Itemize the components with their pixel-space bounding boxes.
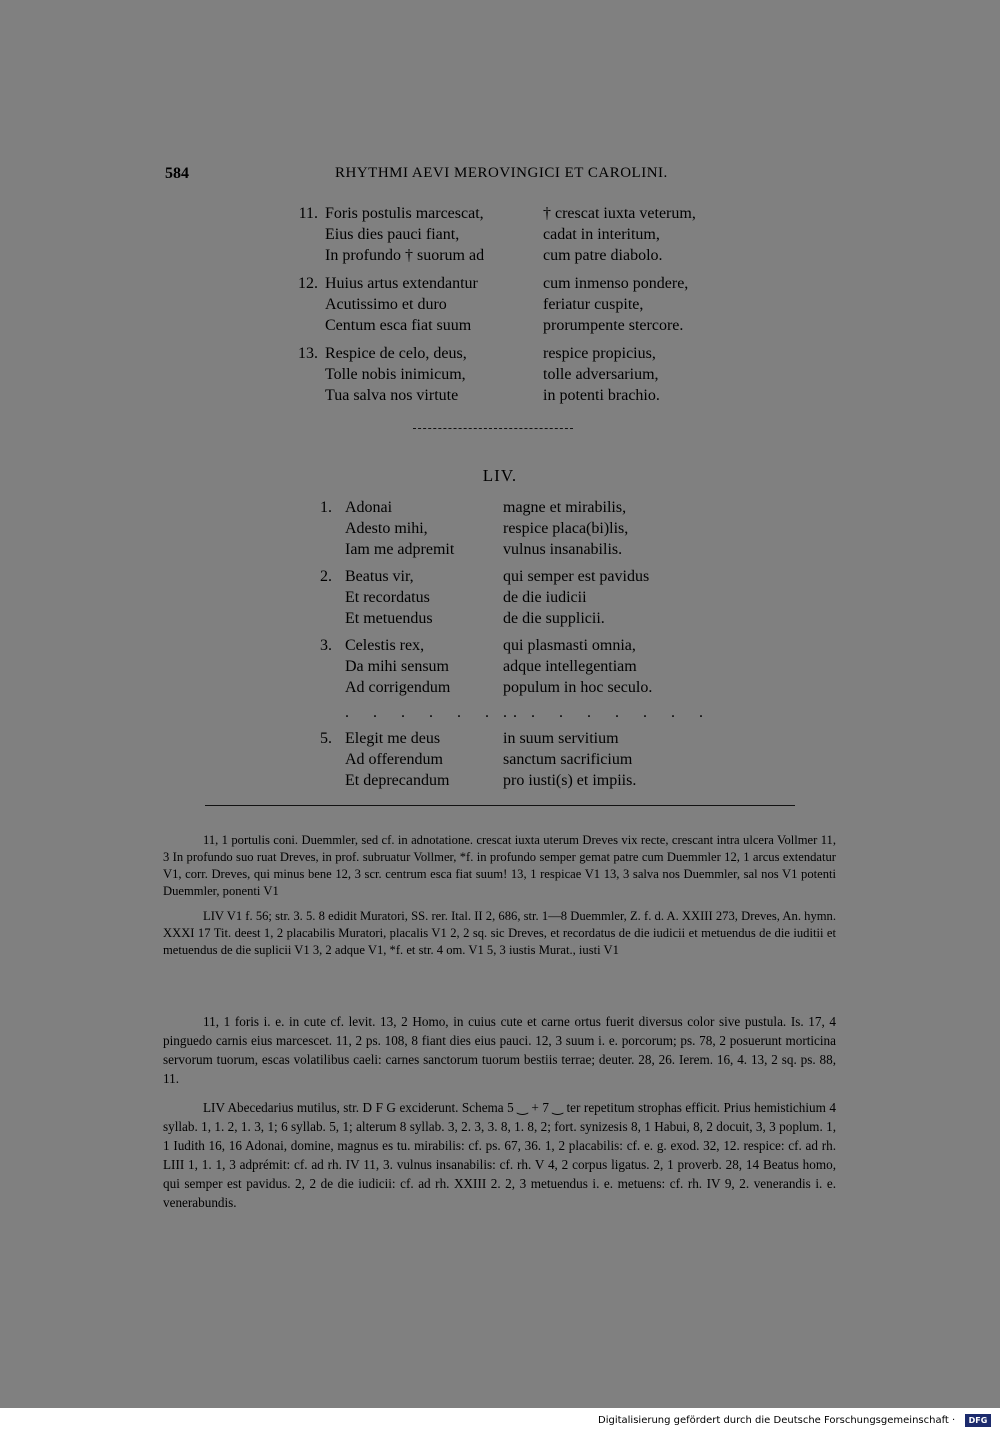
omission-dots-b: . . . . . . . . xyxy=(503,704,713,721)
verse-a: Huius artus extendantur xyxy=(325,275,478,292)
verse-a: Ad corrigendum xyxy=(345,679,451,696)
verse-b: tolle adversarium, xyxy=(543,366,659,383)
verse-b: qui plasmasti omnia, xyxy=(503,637,636,654)
verse-b: de die iudicii xyxy=(503,589,587,606)
verse-a: Adesto mihi, xyxy=(345,520,428,537)
verse-b: magne et mirabilis, xyxy=(503,499,627,516)
verse-a: Et metuendus xyxy=(345,610,433,627)
apparatus-note-1: 11, 1 portulis coni. Duemmler, sed cf. in adnotatione. crescat iuxta uterum Dreves vix recte, crescant intra ulcera Vollmer 11, 3 In profundo suo ruat Dreves, in prof. subruatur Vollmer, *f. in profundo semper gemat patre cum Duemmler 12, 1 arcus extendatur V1, corr. Dreves, qui minus bene 12, 3 scr. centrum esca fiat suum! 13, 1 respicae V1 13, 3 salva nos Duemmler, sal nos V1 potenti Duemmler, ponenti V1 xyxy=(163,833,836,898)
verse-b: populum in hoc seculo. xyxy=(503,679,653,696)
verse-b: feriatur cuspite, xyxy=(543,296,644,313)
stanza-number: 5. xyxy=(320,730,332,747)
verse-a: Et recordatus xyxy=(345,589,430,606)
funding-notice: Digitalisierung gefördert durch die Deutsche Forschungsgemeinschaft · xyxy=(598,1415,956,1426)
verse-b: in suum servitium xyxy=(503,730,619,747)
omission-dots-a: . . . . . . . xyxy=(345,704,527,721)
commentary-note-2: LIV Abecedarius mutilus, str. D F G exciderunt. Schema 5 ‿ + 7 ‿ ter repetitum strophas efficit. Prius hemistichium 4 syllab. 1, 1. 2, 1. 3, 1; 6 syllab. 5, 1; alterum 8 syllab. 3, 2. 3, 3. 8, 1. 8, 2; fort. synizesis 8, 1 Habui, 8, 2 docuit, 3, 3 poplum. 1, 1 Iudith 16, 16 Adonai, domine, magnus es tu. mirabilis: cf. ps. 67, 36. 1, 2 placabilis: cf. e. g. exod. 32, 12. respice: cf. ad rh. LIII 1, 1. 1, 3 adprémit: cf. ad rh. IV 11, 3. vulnus insanabilis: cf. rh. V 4, 2 corpus ligatus. 2, 1 proverb. 28, 14 Beatus homo, qui semper est pavidus. 2, 2 de die iudicii: cf. ad rh. XXIII 2. 2, 3 metuendus i. e. metuens: cf. rh. IV 9, 2. venerandis i. e. venerabundis. xyxy=(163,1100,836,1210)
verse-b: adque intellegentiam xyxy=(503,658,637,675)
verse-a: Beatus vir, xyxy=(345,568,414,585)
verse-b: in potenti brachio. xyxy=(543,387,660,404)
verse-b: qui semper est pavidus xyxy=(503,568,650,585)
verse-a: Respice de celo, deus, xyxy=(325,345,467,362)
dfg-logo-icon: DFG xyxy=(965,1414,991,1427)
verse-b: de die supplicii. xyxy=(503,610,605,627)
verse-b: prorumpente stercore. xyxy=(543,317,684,334)
stanza-number: 2. xyxy=(320,568,332,585)
page-header xyxy=(165,165,805,189)
stanza-number: 11. xyxy=(298,205,318,222)
verse-a: Acutissimo et duro xyxy=(325,296,447,313)
stanza-number: 12. xyxy=(298,275,318,292)
verse-b: † crescat iuxta veterum, xyxy=(543,205,696,222)
verse-a: Elegit me deus xyxy=(345,730,441,747)
verse-a: Da mihi sensum xyxy=(345,658,449,675)
verse-a: Iam me adpremit xyxy=(345,541,455,558)
verse-b: cadat in interitum, xyxy=(543,226,660,243)
verse-b: cum patre diabolo. xyxy=(543,247,663,264)
stanza-number: 3. xyxy=(320,637,332,654)
running-title: RHYTHMI AEVI MEROVINGICI ET CAROLINI. xyxy=(335,165,668,181)
apparatus-note-2: LIV V1 f. 56; str. 3. 5. 8 edidit Muratori, SS. rer. Ital. II 2, 686, str. 1—8 Duemmler, Z. f. d. A. XXIII 273, Dreves, An. hymn. XXXI 17 Tit. deest 1, 2 placabilis Muratori, placalis V1 2, 2 sq. sic Dreves, et recordatus de die iudicii et metuendus de die iuditii et metuendus de die suplicii V1 3, 2 adque V1, *f. et str. 4 om. V1 5, 3 iustis Murat., iusti V1 xyxy=(163,909,836,957)
verse-a: Centum esca fiat suum xyxy=(325,317,472,334)
commentary-note-1: 11, 1 foris i. e. in cute cf. levit. 13, 2 Homo, in cuius cute et carne ortus fuerit diversus color sive pustula. Is. 17, 4 pinguedo carnis eius marcescet. 11, 2 ps. 108, 8 fiant dies eius pauci. 12, 3 suum i. e. porcorum; ps. 78, 2 posuerunt morticina servorum tuorum, escas volatilibus caeli: carnes sanctorum tuorum bestiis terrae; deuter. 28, 26. Ierem. 16, 4. 13, 2 sq. ps. 88, 11. xyxy=(163,1014,836,1086)
section-divider xyxy=(413,428,573,429)
verse-a: Ad offerendum xyxy=(345,751,443,768)
stanza-number: 13. xyxy=(298,345,318,362)
critical-apparatus xyxy=(163,832,836,959)
verse-a: Tolle nobis inimicum, xyxy=(325,366,466,383)
stanza-number: 1. xyxy=(320,499,332,516)
commentary xyxy=(163,1012,836,1212)
verse-b: respice propicius, xyxy=(543,345,656,362)
verse-a: Eius dies pauci fiant, xyxy=(325,226,460,243)
verse-b: cum inmenso pondere, xyxy=(543,275,689,292)
verse-b: sanctum sacrificium xyxy=(503,751,633,768)
verse-a: Celestis rex, xyxy=(345,637,425,654)
verse-a: Foris postulis marcescat, xyxy=(325,205,484,222)
verse-a: Adonai xyxy=(345,499,393,516)
verse-a: Tua salva nos virtute xyxy=(325,387,459,404)
verse-b: pro iusti(s) et impiis. xyxy=(503,772,637,789)
verse-a: Et deprecandum xyxy=(345,772,450,789)
verse-a: In profundo † suorum ad xyxy=(325,247,485,264)
page-number: 584 xyxy=(165,165,189,182)
verse-b: respice placa(bi)lis, xyxy=(503,520,629,537)
footnote-divider xyxy=(205,805,795,806)
poem-title: LIV. xyxy=(482,466,518,485)
verse-b: vulnus insanabilis. xyxy=(503,541,623,558)
